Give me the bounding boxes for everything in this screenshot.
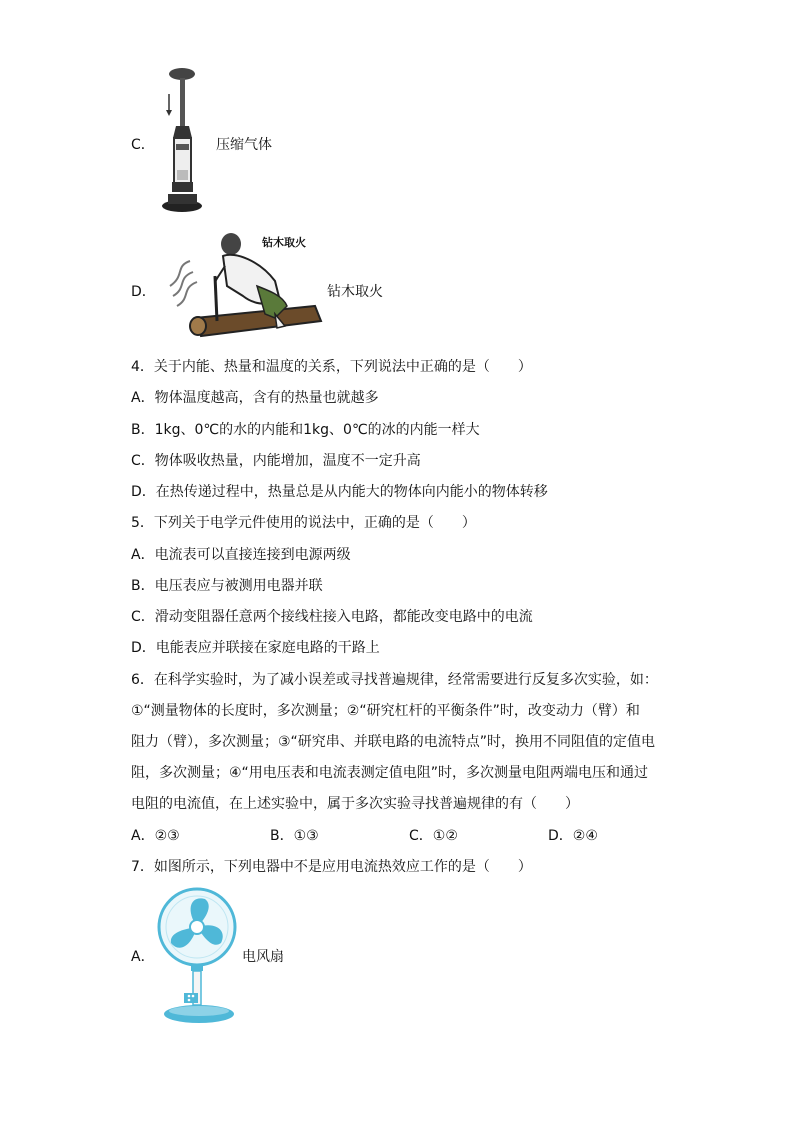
- q6-stem-line-4: 阻，多次测量；④“用电压表和电流表测定值电阻”时，多次测量电阻两端电压和通过: [131, 765, 649, 781]
- q4-option-a: A．物体温度越高，含有的热量也就越多: [131, 390, 379, 406]
- q6-option-a: A．②③: [131, 828, 180, 844]
- q4-option-d: D．在热传递过程中，热量总是从内能大的物体向内能小的物体转移: [131, 484, 548, 500]
- q5-option-d: D．电能表应并联接在家庭电路的干路上: [131, 640, 380, 656]
- illustration-title-text: 钻木取火: [262, 236, 306, 249]
- q7-option-a-caption: 电风扇: [242, 949, 284, 965]
- q5-stem: 5．下列关于电学元件使用的说法中，正确的是（ ）: [131, 515, 476, 531]
- q6-stem-line-1: 6．在科学实验时，为了减小误差或寻找普遍规律，经常需要进行反复多次实验，如：: [131, 672, 658, 688]
- option-letter-d: D．: [131, 284, 156, 300]
- q5-option-c: C．滑动变阻器任意两个接线柱接入电路，都能改变电路中的电流: [131, 609, 533, 625]
- q6-option-d: D．②④: [548, 828, 598, 844]
- q4-option-b: B．1kg、0℃的水的内能和1kg、0℃的冰的内能一样大: [131, 422, 480, 438]
- q5-option-a: A．电流表可以直接连接到电源两级: [131, 547, 351, 563]
- q6-stem-line-2: ①“测量物体的长度时，多次测量；②“研究杠杆的平衡条件”时，改变动力（臂）和: [131, 703, 640, 719]
- q4-option-c: C．物体吸收热量，内能增加，温度不一定升高: [131, 453, 421, 469]
- option-c-caption: 压缩气体: [216, 137, 272, 153]
- electric-fan-illustration: [155, 887, 245, 1027]
- piston-compression-cylinder-illustration: [160, 66, 210, 216]
- q6-option-b: B．①③: [270, 828, 319, 844]
- q6-option-c: C．①②: [409, 828, 458, 844]
- q7-option-letter-a: A．: [131, 949, 155, 965]
- option-d-caption: 钻木取火: [327, 284, 383, 300]
- q6-stem-line-3: 阻力（臂），多次测量；③“研究串、并联电路的电流特点”时，换用不同阻值的定值电: [131, 734, 656, 750]
- q7-stem: 7．如图所示，下列电器中不是应用电流热效应工作的是（ ）: [131, 859, 532, 875]
- option-letter-c: C．: [131, 137, 155, 153]
- q4-stem: 4．关于内能、热量和温度的关系，下列说法中正确的是（ ）: [131, 359, 532, 375]
- q6-stem-line-5: 电阻的电流值，在上述实验中，属于多次实验寻找普遍规律的有（ ）: [131, 796, 579, 812]
- q5-option-b: B．电压表应与被测用电器并联: [131, 578, 323, 594]
